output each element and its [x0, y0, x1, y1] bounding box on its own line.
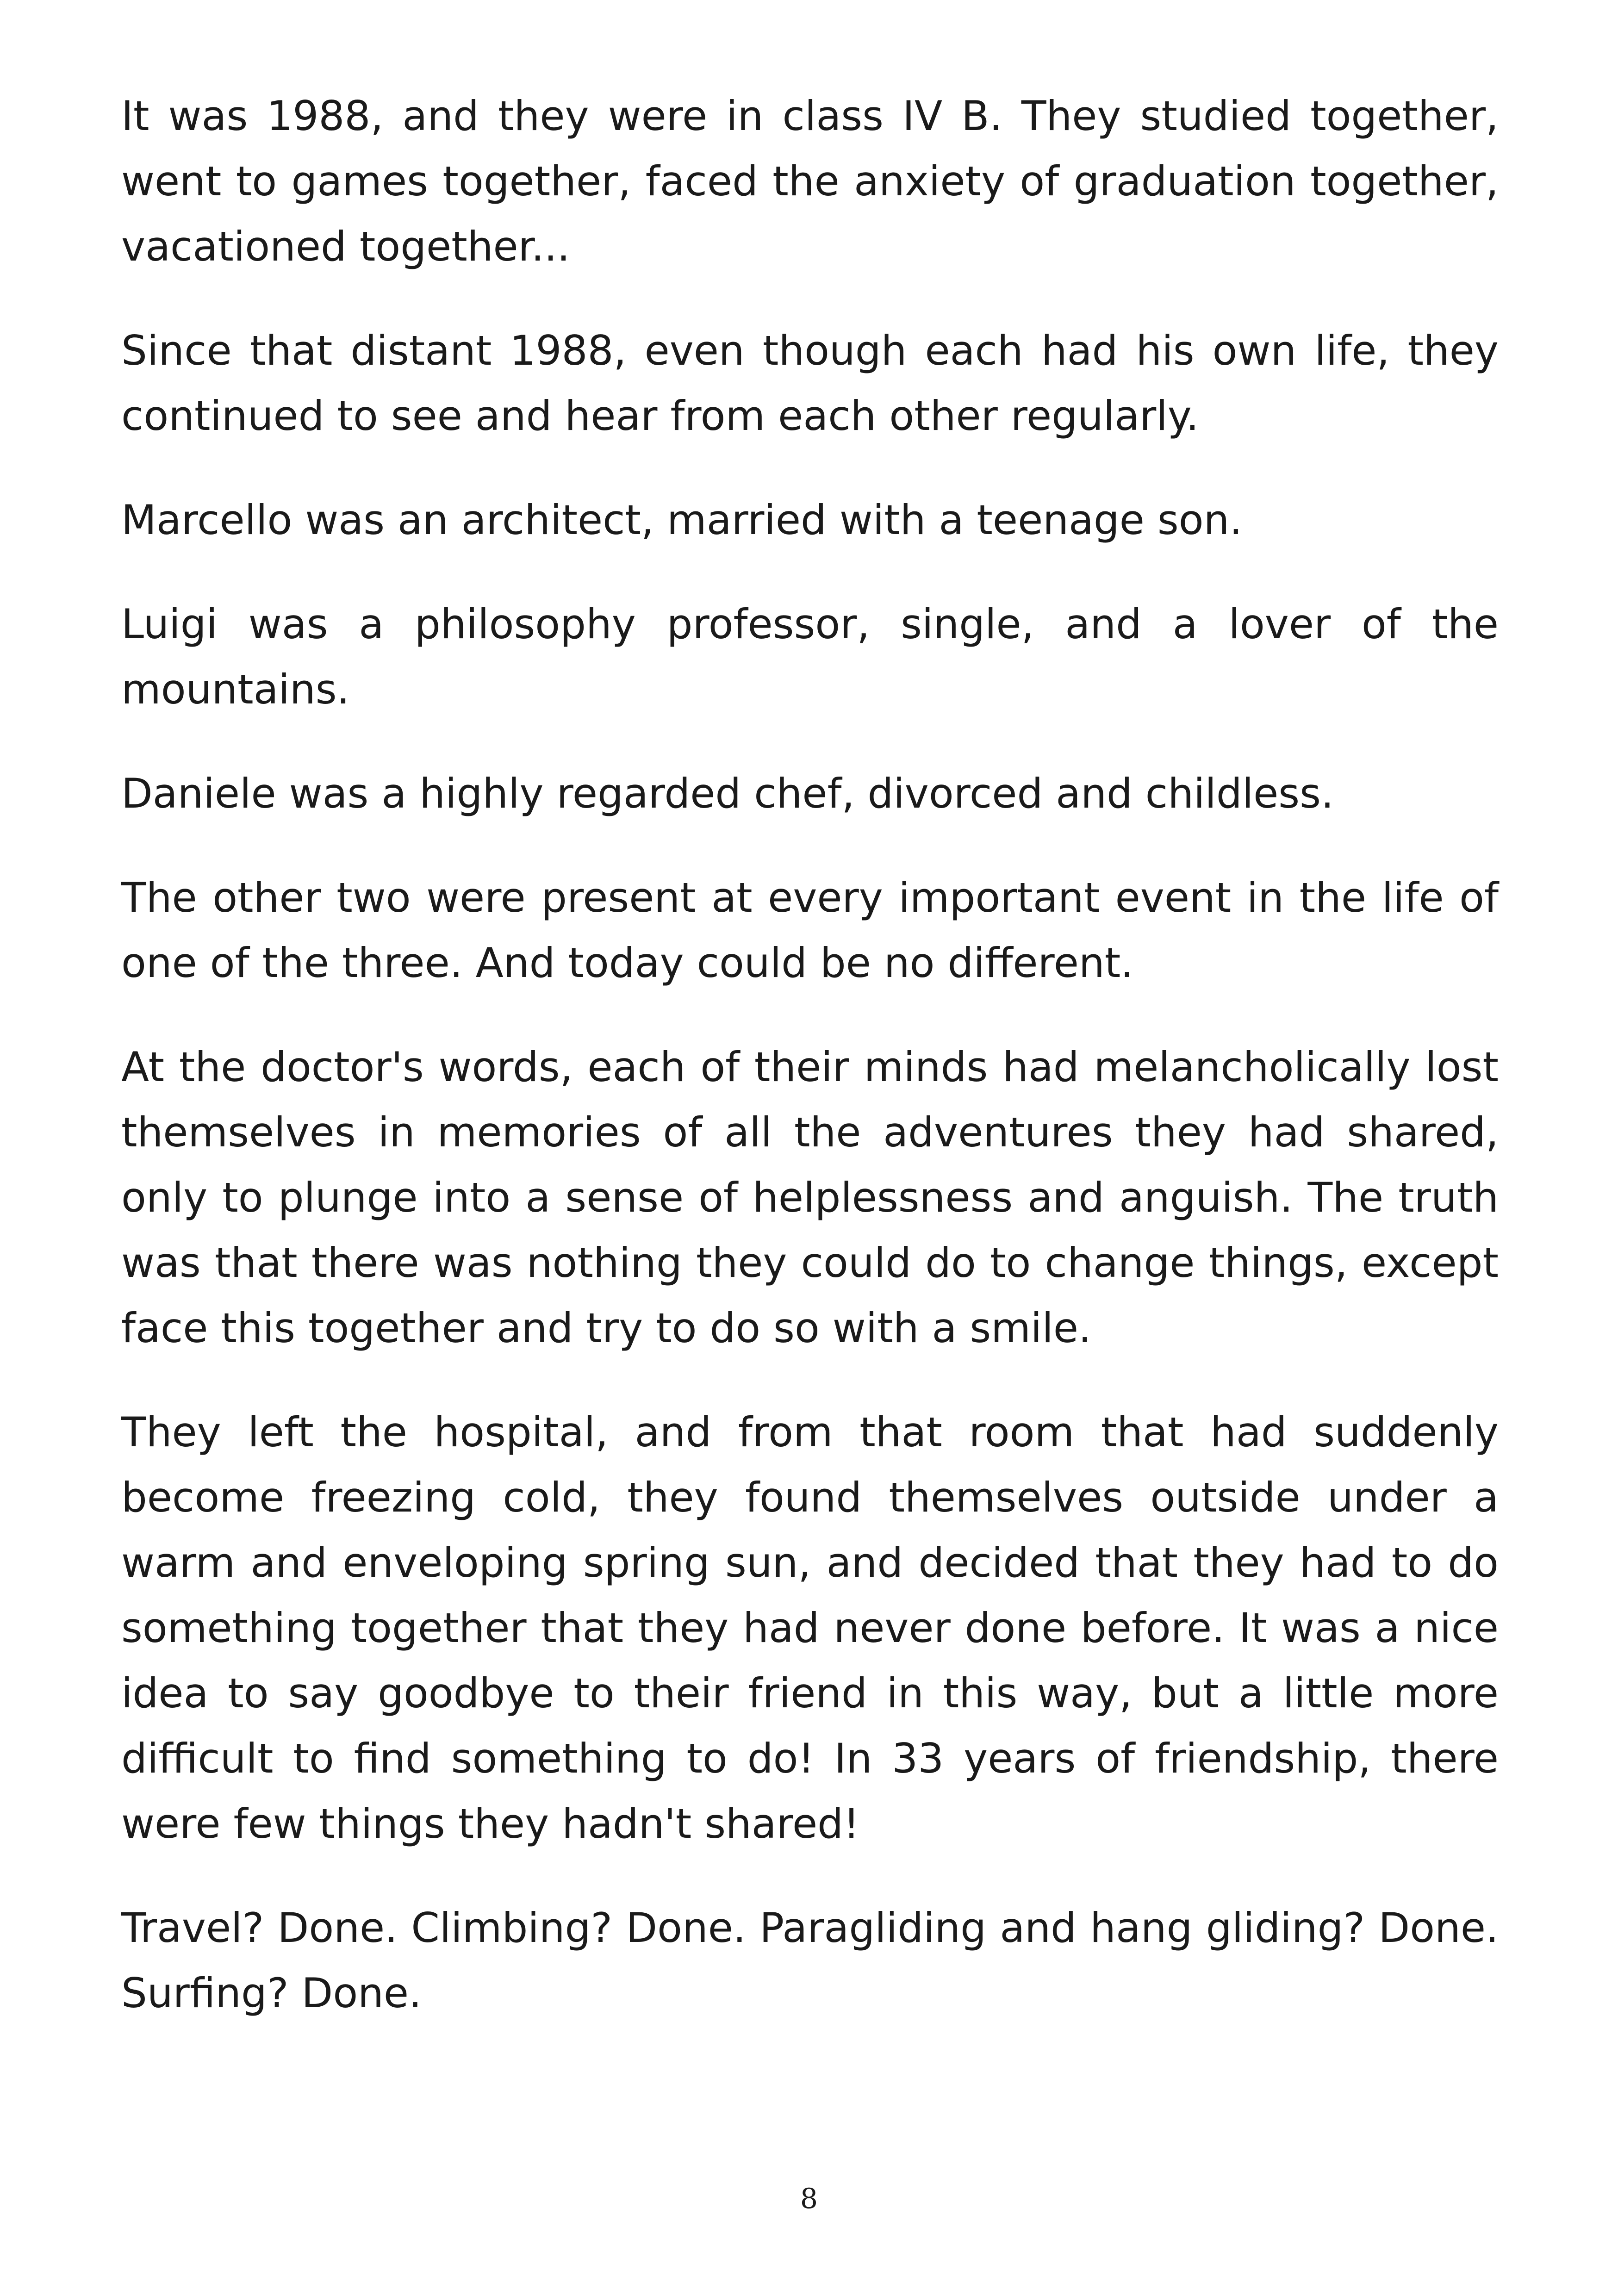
- paragraph-5: Daniele was a highly regarded chef, divorced and childless.: [121, 770, 1334, 817]
- paragraph-8: They left the hospital, and from that room that had suddenly become freezing cold, they found themselves outside under a warm and enveloping spring sun, and decided that they had to do something together that they had never done before. It was a nice idea to say goodbye to their friend in this way, but a little more difficult to find something to do! In 33 years of friendship, there were few things they hadn't shared!: [121, 1408, 1499, 1848]
- paragraph-4: Luigi was a philosophy professor, single, and a lover of the mountains.: [121, 600, 1499, 713]
- body-text: [121, 83, 1499, 2065]
- page-number: 8: [800, 2183, 818, 2215]
- paragraph-7: At the doctor's words, each of their minds had melancholically lost themselves in memories of all the adventures they had shared, only to plunge into a sense of helplessness and anguish. The truth was that there was nothing they could do to change things, except face this together and try to do so with a smile.: [121, 1043, 1499, 1352]
- paragraph-6: The other two were present at every important event in the life of one of the three. And today could be no different.: [121, 874, 1499, 987]
- paragraph-2: Since that distant 1988, even though each had his own life, they continued to see and hear from each other regularly.: [121, 327, 1499, 440]
- paragraph-3: Marcello was an architect, married with a teenage son.: [121, 496, 1243, 544]
- paragraph-9: Travel? Done. Climbing? Done. Paragliding and hang gliding? Done. Surfing? Done.: [121, 1904, 1499, 2017]
- paragraph-1: It was 1988, and they were in class IV B. They studied together, went to games together, faced the anxiety of graduation together, vacationed together...: [121, 92, 1499, 270]
